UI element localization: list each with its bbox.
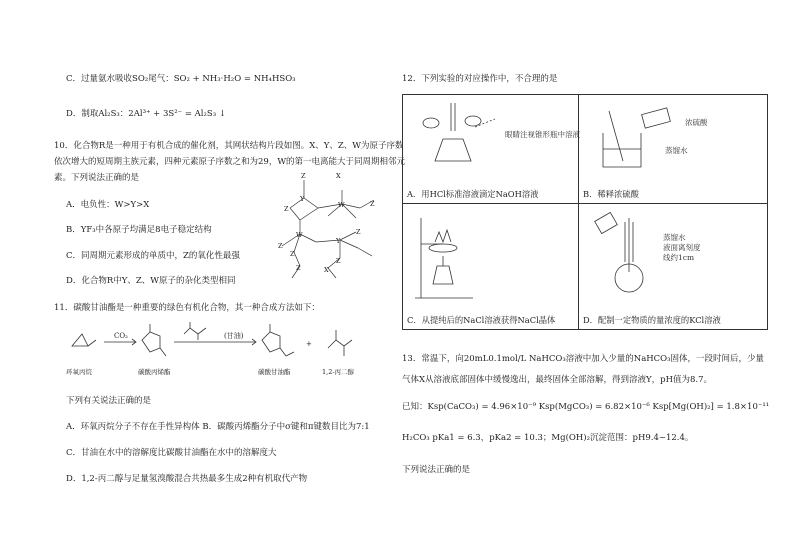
struct-x: X [336,172,341,180]
cell-d-water: 蒸馏水 [663,233,686,242]
reaction-scheme [66,318,396,380]
cell-d-mark2: 线约1cm [663,253,695,262]
struct-z: Z [336,257,341,265]
cell-a [402,94,579,204]
cell-b-water: 蒸馏水 [665,146,688,155]
compound-r-structure [270,168,390,293]
q11-option-c: C．甘油在水中的溶解度比碳酸甘油酯在水中的溶解度大 [66,448,277,458]
cell-d [578,203,768,330]
cell-d-caption: D．配制一定物质的量浓度的KCl溶液 [583,315,721,325]
struct-w: W [338,201,345,209]
q11-stem: 11．碳酸甘油酯是一种重要的绿色有机化合物，其一种合成方法如下： [54,303,320,313]
struct-x: X [324,266,329,274]
q10-option-c: C．同周期元素形成的单质中，Z的氧化性最强 [66,251,240,261]
q13-line3: 已知：Ksp(CaCO₃) = 4.96×10⁻⁹ Ksp(MgCO₃) = 6.82×10⁻⁶ Ksp[Mg(OH)₂] = 1.8×10⁻¹¹ [402,402,770,412]
dilution-apparatus [589,105,679,175]
scheme-label-3: 碳酸甘油酯 [258,368,291,376]
struct-z: Z [284,205,289,213]
q13-line2: 气体X从溶液底部固体中缓慢逸出，最终固体全部溶解，得到溶液Y，pH值为8.7。 [402,375,713,385]
q12-stem: 12．下列实验的对应操作中，不合理的是 [402,74,558,84]
titration-apparatus [411,101,501,171]
struct-z: Z [296,264,301,272]
struct-z: Z [301,172,306,180]
struct-z: Z [356,228,361,236]
cell-b [578,94,768,204]
q10-stem-line1: 10．化合物R是一种用于有机合成的催化剂，其网状结构片段如图。X、Y、Z、W为原子序数 [54,141,404,151]
q10-option-d: D．化合物R中Y、Z、W原子的杂化类型相同 [66,276,236,286]
q10-stem-line2: 依次增大的短周期主族元素，四种元素原子序数之和为29，W的第一电离能大于同周期相邻元 [54,157,406,167]
scheme-label-4: 1,2-丙二醇 [322,368,355,376]
cell-d-mark1: 液面离刻度 [663,243,701,252]
scheme-label-1: 环氧丙烷 [66,368,92,376]
q11-option-d: D．1,2-丙二醇与足量氢溴酸混合共热最多生成2种有机取代产物 [66,474,308,484]
cell-c-caption: C．从提纯后的NaCl溶液获得NaCl晶体 [407,315,556,325]
struct-w: W [296,231,303,239]
cell-a-caption: A．用HCl标准溶液滴定NaOH溶液 [407,189,539,199]
cell-c [402,203,579,330]
q10-option-a: A．电负性：W>Y>X [66,200,150,210]
cell-a-note: 眼睛注视锥形瓶中溶液 [505,130,580,139]
q13-line1: 13．常温下，向20mL0.1mol/L NaHCO₃溶液中加入少量的NaHCO₃固体，一段时间后，少量 [402,354,765,364]
struct-z: Z [278,242,283,250]
q10-option-b: B．YF₃中各原子均满足8电子稳定结构 [66,225,212,235]
q11-ask: 下列有关说法正确的是 [66,396,152,406]
q9-option-d: D．制取Al₂S₃：2Al³⁺ + 3S²⁻ = Al₂S₃ ↓ [66,109,226,119]
struct-y: Y [336,237,341,245]
evaporation-apparatus [413,214,533,304]
struct-z: Z [290,250,295,258]
q11-option-ab: A．环氧丙烷分子不存在手性异构体 B．碳酸丙烯酯分子中σ键和π键数目比为7:1 [66,422,370,432]
struct-y: Y [300,195,305,203]
cell-b-acid: 浓硫酸 [685,118,708,127]
cell-b-caption: B．稀释浓硫酸 [583,189,639,199]
struct-z: Z [370,200,375,208]
scheme-co2: CO₂ [114,332,128,340]
scheme-label-2: 碳酸丙烯酯 [138,368,171,376]
q10-stem-line3: 素。下列说法正确的是 [54,173,140,183]
q9-option-c: C．过量氨水吸收SO₂尾气：SO₂ + NH₃·H₂O = NH₄HSO₃ [66,74,296,84]
scheme-glycerol: (甘油) [224,332,244,340]
q13-ask: 下列说法正确的是 [402,465,471,475]
scheme-plus: + [306,340,312,348]
volumetric-flask [593,212,673,302]
q13-line4: H₂CO₃ pKa1 = 6.3，pKa2 = 10.3；Mg(OH)₂沉淀范围：pH9.4~12.4。 [402,433,694,443]
